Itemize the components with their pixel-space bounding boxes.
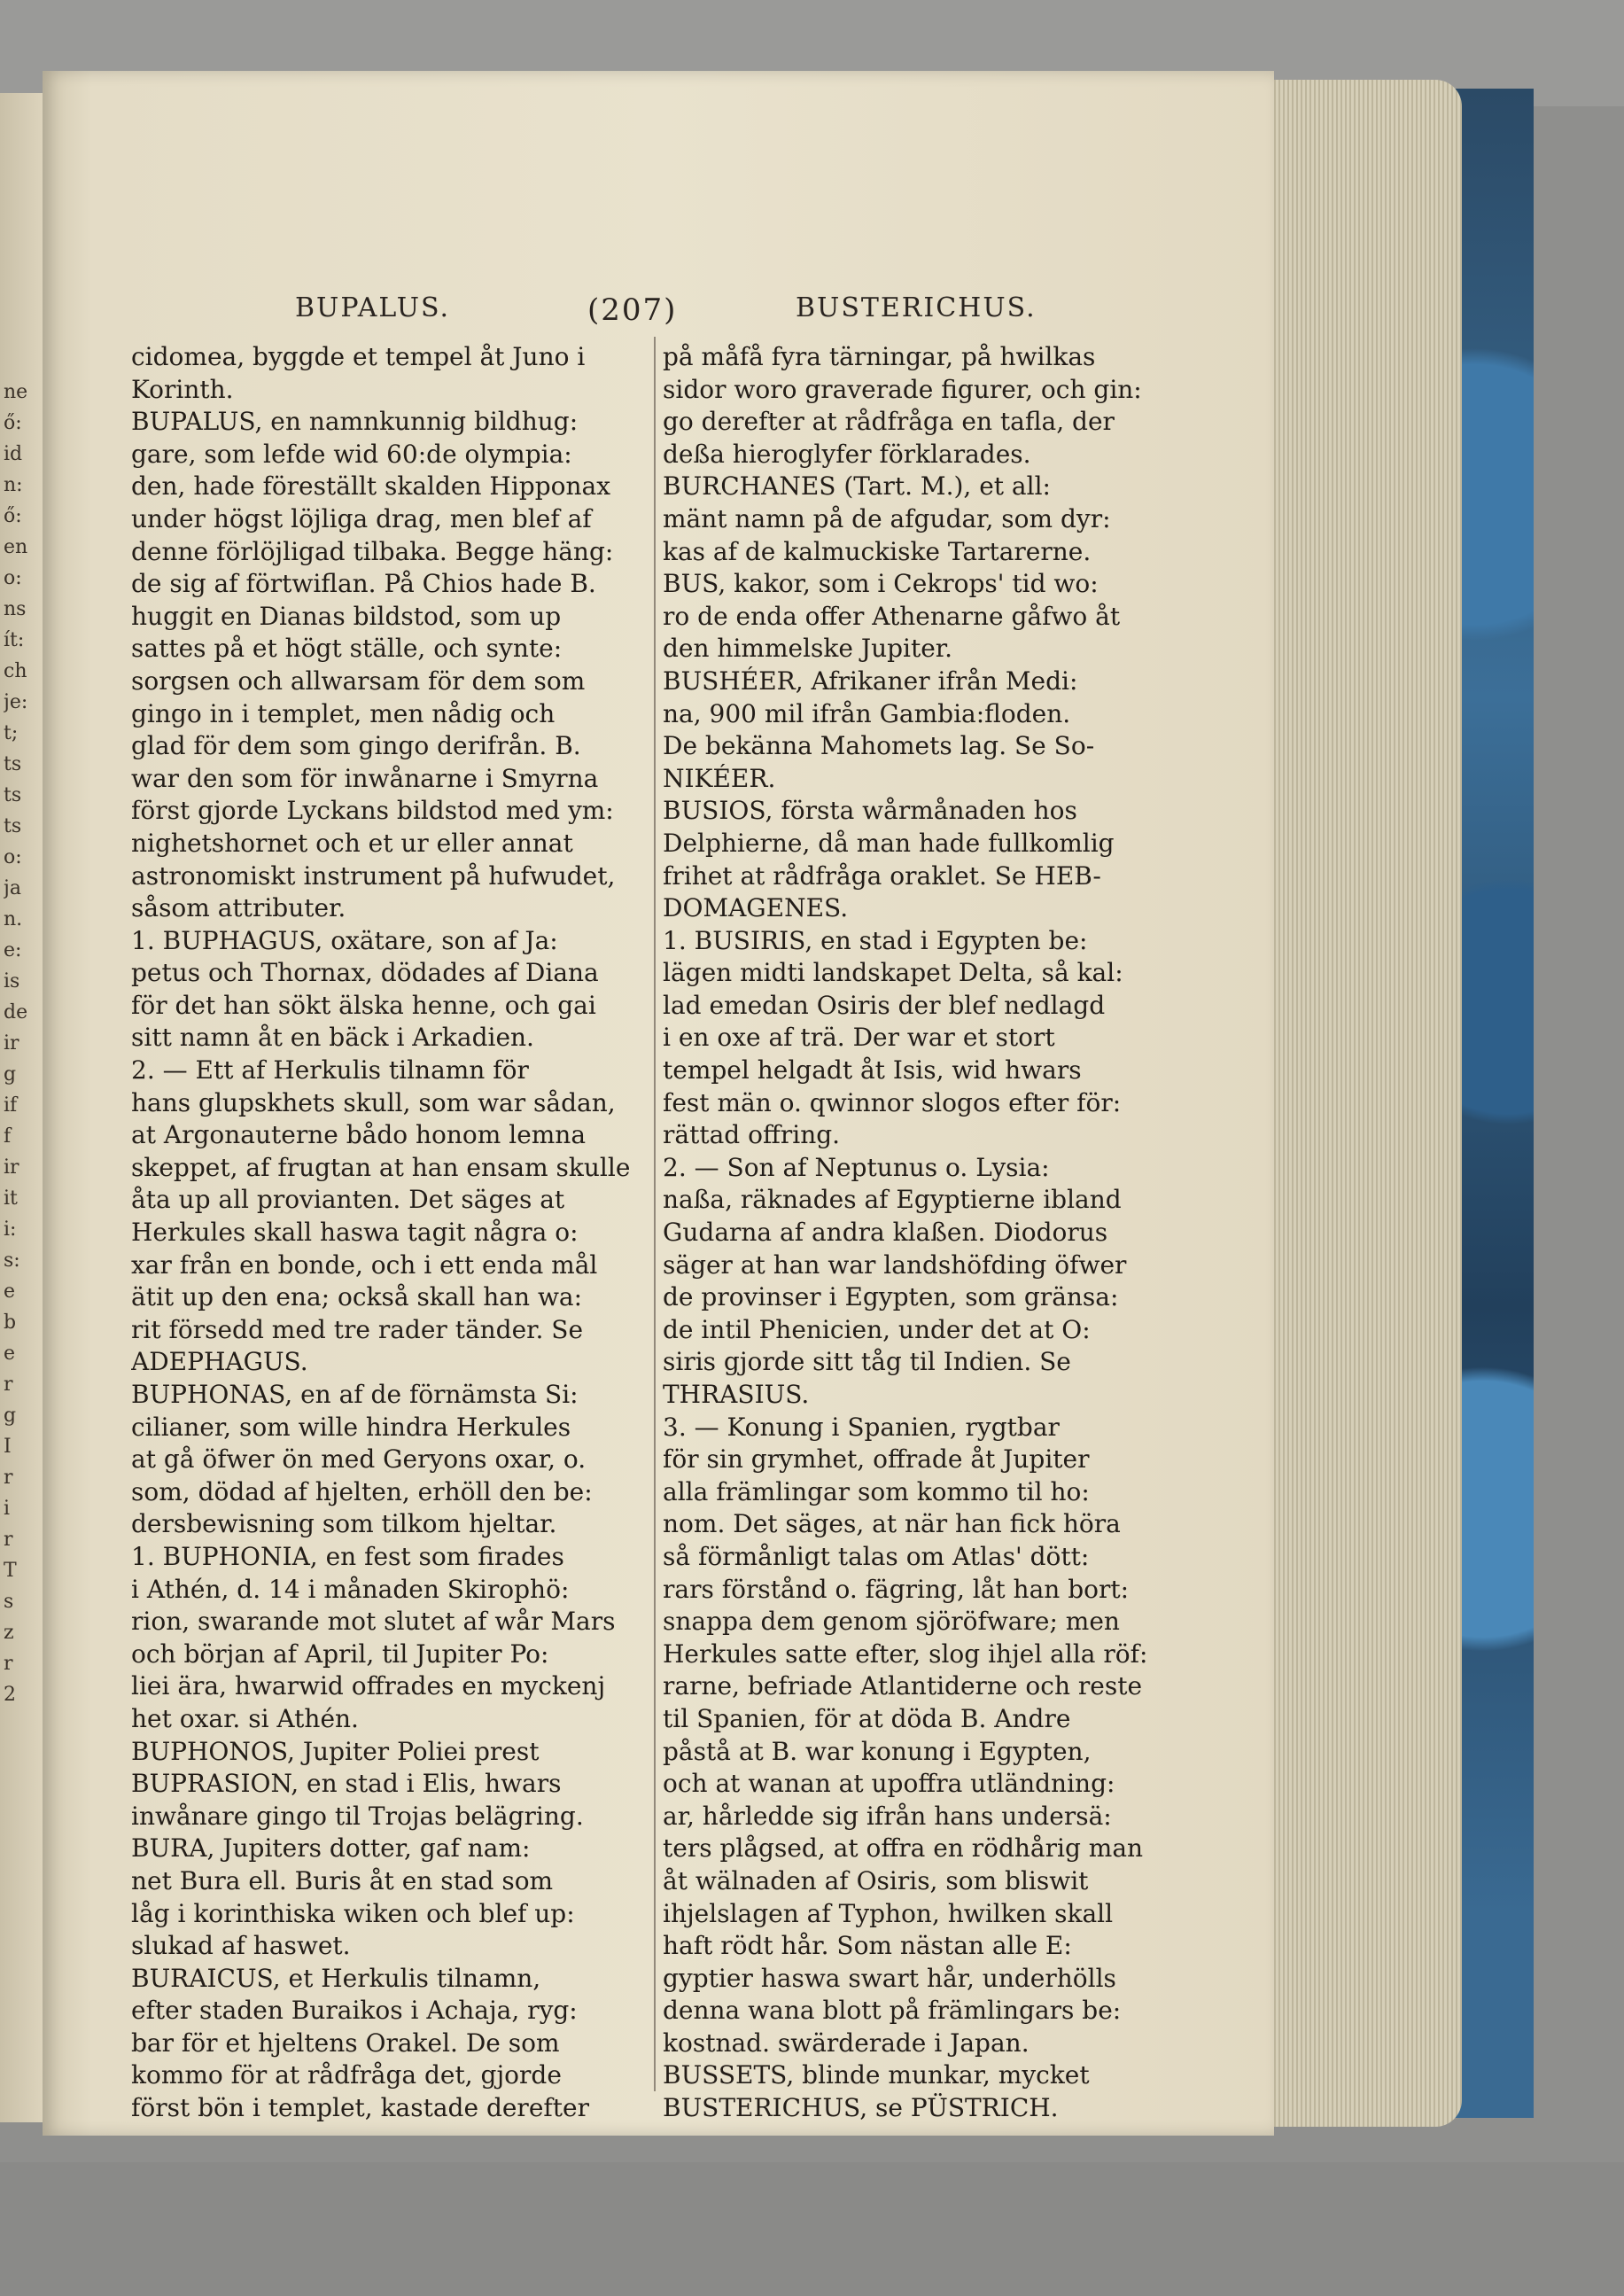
text-line: THRASIUS. bbox=[663, 1380, 810, 1409]
column-divider bbox=[654, 337, 656, 2091]
edge-fragment: e bbox=[4, 1343, 16, 1365]
text-line: för det han sökt älska henne, och gai bbox=[131, 990, 596, 1020]
text-line: NIKÉER. bbox=[663, 763, 776, 793]
text-line: på måfå fyra tärningar, på hwilkas bbox=[663, 342, 1096, 371]
text-line: dersbewisning som tilkom hjeltar. bbox=[131, 1509, 557, 1539]
text-line: at Argonauterne bådo honom lemna bbox=[131, 1120, 587, 1150]
text-line: go derefter at rådfråga en tafla, der bbox=[663, 407, 1115, 437]
text-line: rarne, befriade Atlantiderne och reste bbox=[663, 1671, 1143, 1701]
text-line: De bekänna Mahomets lag. Se So- bbox=[663, 731, 1095, 761]
text-line: säger at han war landshöfding öfwer bbox=[663, 1249, 1127, 1280]
text-line: i en oxe af trä. Der war et stort bbox=[663, 1023, 1055, 1053]
text-line: 2. — Son af Neptunus o. Lysia: bbox=[663, 1152, 1050, 1182]
text-line: och början af April, til Jupiter Po: bbox=[131, 1638, 549, 1669]
text-line: ro de enda offer Athenarne gåfwo åt bbox=[663, 601, 1121, 631]
text-line: na, 900 mil ifrån Gambia:floden. bbox=[663, 698, 1071, 728]
text-line: tempel helgadt åt Isis, wid hwars bbox=[663, 1055, 1082, 1086]
text-line: skeppet, af frugtan at han ensam skulle bbox=[131, 1152, 631, 1182]
text-line: denne förlöjligad tilbaka. Begge häng: bbox=[131, 536, 614, 566]
edge-fragment: I bbox=[4, 1436, 12, 1458]
edge-fragment: e bbox=[4, 1280, 16, 1303]
text-line: Delphierne, då man hade fullkomlig bbox=[663, 828, 1115, 858]
edge-fragment: i: bbox=[4, 1218, 17, 1241]
text-line: i Athén, d. 14 i månaden Skirophö: bbox=[131, 1574, 570, 1604]
text-line: först bön i templet, kastade derefter bbox=[131, 2093, 589, 2123]
text-line: huggit en Dianas bildstod, som up bbox=[131, 601, 562, 631]
running-head-right: BUSTERICHUS. bbox=[796, 292, 1037, 323]
text-line: låg i korinthiska wiken och blef up: bbox=[131, 1898, 575, 1928]
text-line: deßa hieroglyfer förklarades. bbox=[663, 439, 1031, 469]
running-head-left: BUPALUS. bbox=[295, 292, 451, 323]
text-line: sattes på et högt ställe, och synte: bbox=[131, 634, 563, 664]
text-line: lad emedan Osiris der blef nedlagd bbox=[663, 990, 1106, 1020]
right-text-column bbox=[663, 341, 1159, 2125]
text-line: 3. — Konung i Spanien, rygtbar bbox=[663, 1412, 1060, 1442]
edge-fragment: s: bbox=[4, 1249, 20, 1272]
text-line: kommo för at rådfråga det, gjorde bbox=[131, 2060, 562, 2090]
text-line: och at wanan at upoffra utländning: bbox=[663, 1769, 1115, 1799]
text-line: slukad af haswet. bbox=[131, 1931, 351, 1961]
edge-fragment: r bbox=[4, 1374, 13, 1396]
text-line: astronomiskt instrument på hufwudet, bbox=[131, 860, 616, 891]
left-text-column bbox=[131, 341, 645, 2125]
edge-fragment: n: bbox=[4, 474, 23, 496]
text-line: 2. — Ett af Herkulis tilnamn för bbox=[131, 1055, 529, 1086]
text-line: gyptier haswa swart hår, underhölls bbox=[663, 1963, 1116, 1993]
edge-fragment: je: bbox=[4, 691, 28, 713]
text-line: snappa dem genom sjöröfware; men bbox=[663, 1607, 1120, 1637]
edge-fragment: e: bbox=[4, 939, 22, 961]
text-line: nom. Det säges, at när han fick höra bbox=[663, 1509, 1121, 1539]
text-line: petus och Thornax, dödades af Diana bbox=[131, 958, 599, 988]
page-block-edges bbox=[1258, 80, 1462, 2127]
edge-fragment: b bbox=[4, 1311, 17, 1334]
book-page bbox=[43, 71, 1274, 2136]
text-line: nighetshornet och et ur eller annat bbox=[131, 828, 573, 858]
text-line: rion, swarande mot slutet af wår Mars bbox=[131, 1607, 616, 1637]
text-line: BUPALUS, en namnkunnig bildhug: bbox=[131, 407, 579, 437]
text-line: den himmelske Jupiter. bbox=[663, 634, 953, 664]
background-bottom bbox=[0, 2162, 1624, 2296]
edge-fragment: en bbox=[4, 536, 28, 558]
text-line: BUSSETS, blinde munkar, mycket bbox=[663, 2060, 1090, 2090]
edge-fragment: ts bbox=[4, 815, 22, 837]
text-line: rättad offring. bbox=[663, 1120, 841, 1150]
edge-fragment: f bbox=[4, 1125, 12, 1148]
text-line: Herkules satte efter, slog ihjel alla röf: bbox=[663, 1638, 1148, 1669]
text-line: denna wana blott på främlingars be: bbox=[663, 1996, 1122, 2026]
text-line: de provinser i Egypten, som gränsa: bbox=[663, 1282, 1119, 1312]
text-line: at gå öfwer ön med Geryons oxar, o. bbox=[131, 1444, 587, 1475]
text-line: ihjelslagen af Typhon, hwilken skall bbox=[663, 1898, 1114, 1928]
text-line: gare, som lefde wid 60:de olympia: bbox=[131, 439, 572, 469]
edge-fragment: n. bbox=[4, 908, 23, 930]
edge-fragment: ts bbox=[4, 753, 22, 775]
text-line: åt wälnaden af Osiris, som bliswit bbox=[663, 1865, 1089, 1895]
edge-fragment: ts bbox=[4, 784, 22, 806]
text-line: cidomea, byggde et tempel åt Juno i bbox=[131, 342, 586, 371]
text-line: åta up all provianten. Det säges at bbox=[131, 1185, 565, 1215]
edge-fragment: ő: bbox=[4, 505, 22, 527]
text-line: het oxar. si Athén. bbox=[131, 1703, 359, 1733]
text-line: DOMAGENES. bbox=[663, 893, 849, 923]
text-line: påstå at B. war konung i Egypten, bbox=[663, 1736, 1092, 1766]
edge-fragment: g bbox=[4, 1063, 17, 1086]
edge-fragment: de bbox=[4, 1001, 28, 1023]
text-line: kostnad. swärderade i Japan. bbox=[663, 2027, 1030, 2058]
edge-fragment: id bbox=[4, 443, 23, 465]
text-line: Korinth. bbox=[131, 374, 234, 404]
edge-fragment: s bbox=[4, 1591, 14, 1613]
text-line: ters plågsed, at offra en rödhårig man bbox=[663, 1833, 1144, 1864]
edge-fragment: 2 bbox=[4, 1684, 16, 1706]
text-line: som, dödad af hjelten, erhöll den be: bbox=[131, 1476, 593, 1506]
text-line: 1. BUPHAGUS, oxätare, son af Ja: bbox=[131, 925, 558, 955]
text-line: först gjorde Lyckans bildstod med ym: bbox=[131, 796, 614, 826]
text-line: så förmånligt talas om Atlas' dött: bbox=[663, 1541, 1090, 1571]
text-line: siris gjorde sitt tåg til Indien. Se bbox=[663, 1347, 1071, 1377]
text-line: rit försedd med tre rader tänder. Se bbox=[131, 1314, 584, 1344]
text-line: såsom attributer. bbox=[131, 893, 346, 923]
edge-fragment: is bbox=[4, 970, 20, 992]
text-line: Gudarna af andra klaßen. Diodorus bbox=[663, 1218, 1108, 1248]
text-line: glad för dem som gingo derifrån. B. bbox=[131, 731, 581, 761]
text-line: BUPHONAS, en af de förnämsta Si: bbox=[131, 1380, 579, 1409]
edge-fragment: ja bbox=[4, 877, 21, 899]
text-line: BUSIOS, första wårmånaden hos bbox=[663, 796, 1077, 826]
text-line: sidor woro graverade figurer, och gin: bbox=[663, 374, 1142, 404]
text-line: de intil Phenicien, under det at O: bbox=[663, 1314, 1091, 1344]
edge-fragment: z bbox=[4, 1622, 14, 1644]
edge-fragment: if bbox=[4, 1094, 18, 1117]
text-line: BURCHANES (Tart. M.), et all: bbox=[663, 471, 1051, 502]
edge-fragment: r bbox=[4, 1653, 13, 1675]
text-line: BUPHONOS, Jupiter Poliei prest bbox=[131, 1736, 540, 1766]
text-line: rars förstånd o. fägring, låt han bort: bbox=[663, 1574, 1130, 1604]
text-line: sitt namn åt en bäck i Arkadien. bbox=[131, 1023, 534, 1053]
edge-fragment: o: bbox=[4, 567, 22, 589]
edge-fragment: r bbox=[4, 1467, 13, 1489]
text-line: hans glupskhets skull, som war sådan, bbox=[131, 1087, 616, 1117]
text-line: fest män o. qwinnor slogos efter för: bbox=[663, 1087, 1122, 1117]
text-line: BUSHÉER, Afrikaner ifrån Medi: bbox=[663, 665, 1078, 696]
text-line: 1. BUPHONIA, en fest som firades bbox=[131, 1541, 564, 1571]
text-line: efter staden Buraikos i Achaja, ryg: bbox=[131, 1996, 578, 2026]
text-line: naßa, räknades af Egyptierne ibland bbox=[663, 1185, 1122, 1215]
text-line: net Bura ell. Buris åt en stad som bbox=[131, 1865, 554, 1895]
text-line: lägen midti landskapet Delta, så kal: bbox=[663, 958, 1123, 988]
text-line: liei ära, hwarwid offrades en myckenj bbox=[131, 1671, 606, 1701]
edge-fragment: ő: bbox=[4, 412, 22, 434]
text-line: Herkules skall haswa tagit några o: bbox=[131, 1218, 579, 1248]
page-number: (207) bbox=[587, 292, 678, 328]
text-line: för sin grymhet, offrade åt Jupiter bbox=[663, 1444, 1090, 1475]
text-line: cilianer, som wille hindra Herkules bbox=[131, 1412, 571, 1442]
text-line: under högst löjliga drag, men blef af bbox=[131, 503, 592, 533]
edge-fragment: r bbox=[4, 1529, 13, 1551]
edge-fragment: ir bbox=[4, 1156, 19, 1179]
text-line: inwånare gingo til Trojas belägring. bbox=[131, 1801, 584, 1831]
text-line: xar från en bonde, och i ett enda mål bbox=[131, 1249, 598, 1280]
edge-fragment: t; bbox=[4, 722, 19, 744]
edge-fragment: it bbox=[4, 1187, 18, 1210]
text-line: BURA, Jupiters dotter, gaf nam: bbox=[131, 1833, 531, 1864]
edge-fragment: ch bbox=[4, 660, 27, 682]
edge-fragment: ít: bbox=[4, 629, 25, 651]
text-line: mänt namn på de afgudar, som dyr: bbox=[663, 503, 1111, 533]
text-line: alla främlingar som kommo til ho: bbox=[663, 1476, 1090, 1506]
edge-fragment: ns bbox=[4, 598, 27, 620]
text-line: BUPRASION, en stad i Elis, hwars bbox=[131, 1769, 562, 1799]
text-line: haft rödt hår. Som nästan alle E: bbox=[663, 1931, 1072, 1961]
text-line: kas af de kalmuckiske Tartarerne. bbox=[663, 536, 1092, 566]
text-line: til Spanien, för at döda B. Andre bbox=[663, 1703, 1071, 1733]
edge-fragment: o: bbox=[4, 846, 22, 868]
text-line: de sig af förtwiflan. På Chios hade B. bbox=[131, 569, 596, 599]
text-line: bar för et hjeltens Orakel. De som bbox=[131, 2027, 560, 2058]
text-line: BUS, kakor, som i Cekrops' tid wo: bbox=[663, 569, 1099, 599]
text-line: BURAICUS, et Herkulis tilnamn, bbox=[131, 1963, 541, 1993]
edge-fragment: T bbox=[4, 1560, 17, 1582]
text-line: war den som för inwånarne i Smyrna bbox=[131, 763, 599, 793]
edge-fragment: ir bbox=[4, 1032, 19, 1055]
edge-fragment: ne bbox=[4, 381, 28, 403]
text-line: ätit up den ena; också skall han wa: bbox=[131, 1282, 583, 1312]
text-line: frihet at rådfråga oraklet. Se HEB- bbox=[663, 860, 1101, 891]
text-line: ADEPHAGUS. bbox=[131, 1347, 308, 1377]
edge-fragment: i bbox=[4, 1498, 11, 1520]
text-line: den, hade föreställt skalden Hipponax bbox=[131, 471, 611, 502]
text-line: BUSTERICHUS, se PÜSTRICH. bbox=[663, 2093, 1059, 2123]
text-line: sorgsen och allwarsam för dem som bbox=[131, 665, 586, 696]
text-line: 1. BUSIRIS, en stad i Egypten be: bbox=[663, 925, 1088, 955]
edge-fragment: g bbox=[4, 1405, 17, 1427]
text-line: gingo in i templet, men nådig och bbox=[131, 698, 556, 728]
text-line: ar, hårledde sig ifrån hans undersä: bbox=[663, 1801, 1112, 1831]
